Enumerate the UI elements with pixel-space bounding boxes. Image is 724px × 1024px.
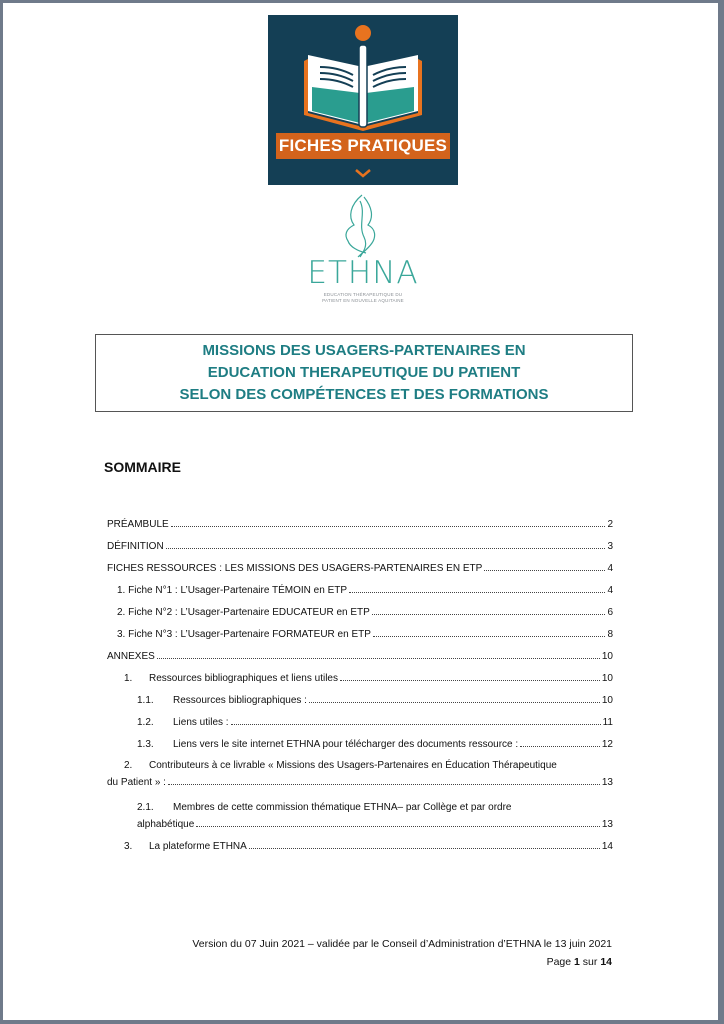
toc-entry[interactable] xyxy=(107,650,613,662)
toc-entry-label: DÉFINITION xyxy=(107,541,164,552)
fiches-pratiques-logo xyxy=(268,15,458,185)
toc-entry-number: 1. xyxy=(124,673,133,684)
toc-entry-label xyxy=(124,760,630,771)
toc-entry-text: Contributeurs à ce livrable « Missions des Usagers-Partenaires en Éducation Thérapeutique xyxy=(149,760,557,771)
page-number xyxy=(547,956,612,968)
toc-entry-page: 10 xyxy=(601,695,613,706)
toc-entry-label: ANNEXES xyxy=(107,651,155,662)
toc-entry-page: 2 xyxy=(607,519,613,530)
toc-entry[interactable] xyxy=(124,840,613,852)
toc-entry-number: 2. xyxy=(124,760,133,771)
toc-entry-text: Membres de cette commission thématique ETHNA– par Collège et par ordre xyxy=(173,802,512,813)
toc-entry[interactable] xyxy=(137,694,613,706)
toc-entry-label xyxy=(137,695,307,706)
toc-entry[interactable] xyxy=(137,716,613,728)
faces-silhouette-icon xyxy=(288,191,438,261)
toc-entry-page: 3 xyxy=(607,541,613,552)
toc-entry[interactable] xyxy=(137,738,613,750)
toc-entry-number: 2.1. xyxy=(137,802,154,813)
toc-leader-dots xyxy=(249,840,600,849)
ethna-wordmark: ETHNA xyxy=(307,255,419,291)
toc-entry-text: Fiche N°3 : L’Usager-Partenaire FORMATEUR en ETP xyxy=(128,629,371,640)
toc-entry-page: 14 xyxy=(601,841,613,852)
toc-entry[interactable] xyxy=(124,672,613,684)
page-total: 14 xyxy=(600,956,612,968)
toc-entry-text: Ressources bibliographiques et liens utiles xyxy=(149,673,338,684)
toc-entry[interactable] xyxy=(107,540,613,552)
sommaire-heading: SOMMAIRE xyxy=(104,459,181,475)
toc-entry-number: 1.2. xyxy=(137,717,154,728)
toc-entry-text: Ressources bibliographiques : xyxy=(173,695,307,706)
toc-entry-number: 1. xyxy=(117,585,126,596)
toc-entry[interactable] xyxy=(117,628,613,640)
toc-entry-number: 3. xyxy=(117,629,126,640)
toc-entry-page: 4 xyxy=(607,585,613,596)
toc-entry-page: 13 xyxy=(601,777,613,788)
toc-entry-label: PRÉAMBULE xyxy=(107,519,169,530)
toc-leader-dots xyxy=(171,518,606,527)
toc-entry-label xyxy=(117,585,347,596)
toc-entry-label: FICHES RESSOURCES : LES MISSIONS DES USAGERS-PARTENAIRES EN ETP xyxy=(107,563,483,574)
toc-entry-number: 2. xyxy=(117,607,126,618)
toc-entry-page: 6 xyxy=(607,607,613,618)
toc-entry-number: 3. xyxy=(124,841,133,852)
toc-entry-page: 10 xyxy=(601,673,613,684)
toc-leader-dots xyxy=(309,694,600,703)
toc-entry[interactable] xyxy=(117,606,613,618)
toc-entry-page: 12 xyxy=(601,739,613,750)
toc-leader-dots xyxy=(340,672,600,681)
toc-entry-page: 4 xyxy=(607,563,613,574)
toc-entry-number: 1.3. xyxy=(137,739,154,750)
ethna-subtitle xyxy=(288,292,438,304)
title-line: EDUCATION THERAPEUTIQUE DU PATIENT xyxy=(207,364,521,381)
title-line: MISSIONS DES USAGERS-PARTENAIRES EN xyxy=(202,342,526,359)
toc-entry-text: Liens vers le site internet ETHNA pour télécharger des documents ressource : xyxy=(173,739,519,750)
toc-leader-dots xyxy=(157,650,600,659)
toc-entry-continuation xyxy=(107,776,613,788)
version-footer: Version du 07 Juin 2021 – validée par le Conseil d’Administration d’ETHNA le 13 juin 2021 xyxy=(192,938,612,950)
ethna-logo xyxy=(288,191,438,316)
toc-leader-dots xyxy=(168,776,600,785)
toc-entry-text: Liens utiles : xyxy=(173,717,229,728)
page-separator: sur xyxy=(582,956,598,968)
toc-entry-number: 1.1. xyxy=(137,695,154,706)
toc-entry[interactable] xyxy=(107,562,613,574)
page-prefix: Page xyxy=(546,956,572,968)
toc-entry-continuation xyxy=(137,818,613,830)
toc-entry-label-cont: alphabétique xyxy=(137,819,195,830)
toc-entry-label xyxy=(117,629,371,640)
toc-entry-label-cont: du Patient » : xyxy=(107,777,166,788)
toc-entry-text: Fiche N°2 : L’Usager-Partenaire EDUCATEUR en ETP xyxy=(128,607,370,618)
toc-entry-page: 8 xyxy=(607,629,613,640)
ethna-subtitle-line: EDUCATION THÉRAPEUTIQUE DU xyxy=(323,292,403,297)
toc-entry-label xyxy=(117,607,370,618)
toc-entry[interactable] xyxy=(107,518,613,530)
toc-entry-page: 13 xyxy=(601,819,613,830)
toc-entry-label xyxy=(124,841,247,852)
toc-leader-dots xyxy=(196,818,600,827)
page-current: 1 xyxy=(574,956,580,968)
toc-leader-dots xyxy=(349,584,605,593)
toc-entry-label xyxy=(137,802,643,813)
document-title-box xyxy=(95,334,633,412)
toc-entry-text: Fiche N°1 : L’Usager-Partenaire TÉMOIN en ETP xyxy=(128,585,348,596)
toc-entry-page: 10 xyxy=(601,651,613,662)
toc-entry-label xyxy=(137,739,518,750)
ethna-subtitle-line: PATIENT EN NOUVELLE AQUITAINE xyxy=(322,298,404,303)
toc-entry-label xyxy=(124,673,338,684)
toc-leader-dots xyxy=(372,606,606,615)
open-book-icon xyxy=(268,15,458,185)
toc-leader-dots xyxy=(231,716,601,725)
toc-entry[interactable] xyxy=(117,584,613,596)
toc-entry-page: 11 xyxy=(602,717,613,728)
document-page xyxy=(3,3,718,1020)
toc-entry-text: La plateforme ETHNA xyxy=(149,841,247,852)
fiches-pratiques-banner: FICHES PRATIQUES xyxy=(276,133,450,159)
toc-entry-label xyxy=(137,717,229,728)
toc-leader-dots xyxy=(484,562,605,571)
toc-leader-dots xyxy=(520,738,600,747)
toc-leader-dots xyxy=(166,540,606,549)
title-line: SELON DES COMPÉTENCES ET DES FORMATIONS xyxy=(179,386,549,403)
toc-leader-dots xyxy=(373,628,606,637)
